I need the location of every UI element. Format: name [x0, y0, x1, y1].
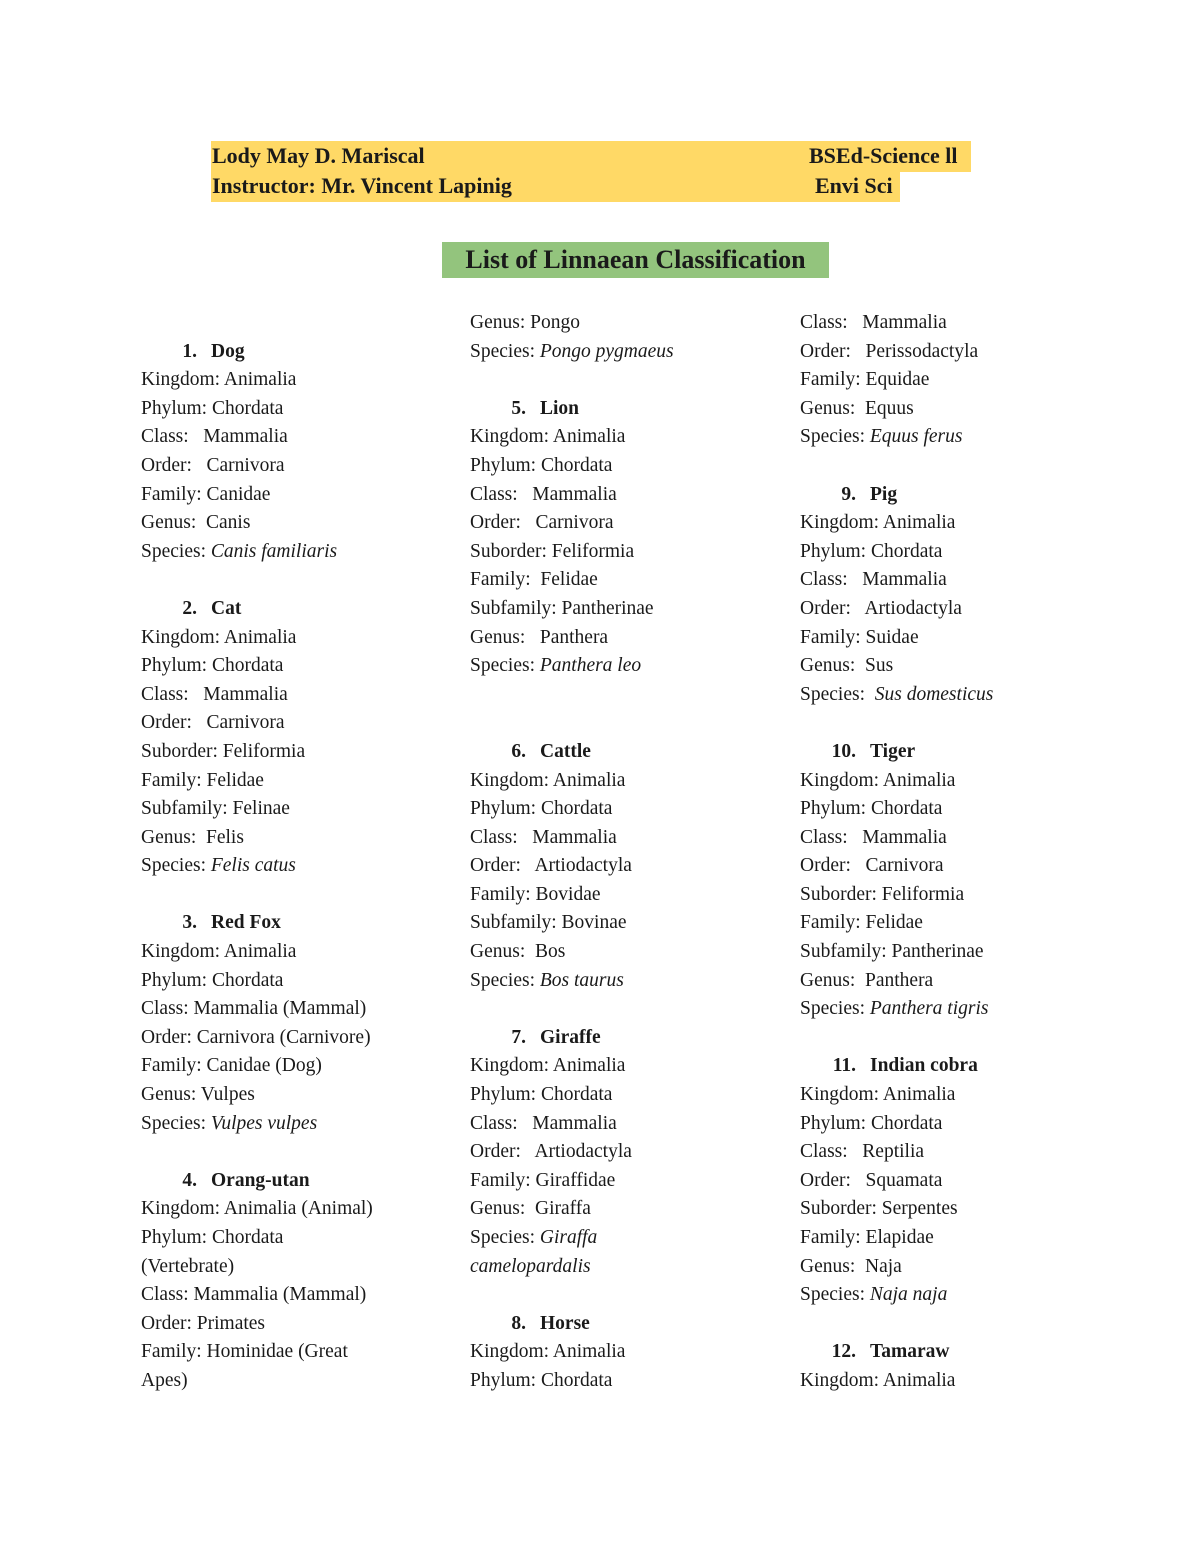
species-name: Sus domesticus	[874, 683, 994, 705]
taxon-line: Phylum: Chordata	[470, 798, 613, 820]
species-line	[470, 967, 674, 996]
taxon-line: Class: Reptilia	[800, 1141, 925, 1163]
taxon-line: Class: Mammalia	[800, 826, 947, 848]
taxon-line: Genus: Bos	[470, 941, 566, 963]
species-label: Species:	[800, 998, 870, 1020]
taxon-line: Genus: Naja	[800, 1255, 902, 1277]
student-name: Lody May D. Mariscal	[212, 143, 425, 168]
taxon-line: Phylum: Chordata	[470, 454, 613, 476]
taxon-line: Kingdom: Animalia	[141, 626, 297, 648]
taxon-line: Order: Carnivora	[800, 855, 944, 877]
taxon-line: Phylum: Chordata	[141, 969, 284, 991]
taxon-line: Order: Carnivora	[470, 512, 614, 534]
taxon-line: Kingdom: Animalia	[470, 426, 626, 448]
animal-number: 9.	[841, 483, 856, 505]
animal-number: 1.	[182, 340, 197, 362]
taxon-line: Genus: Vulpes	[141, 1084, 255, 1106]
species-label: Species:	[470, 340, 540, 362]
taxon-line: Phylum: Chordata	[141, 397, 284, 419]
animal-heading	[141, 909, 373, 938]
animal-number: 8.	[511, 1312, 526, 1334]
animal-heading	[800, 481, 993, 510]
taxon-line: Suborder: Feliformia	[470, 540, 635, 562]
taxon-line: Order: Squamata	[800, 1169, 943, 1191]
animal-heading	[470, 1024, 674, 1053]
animal-heading	[800, 1338, 993, 1367]
taxon-line: Phylum: Chordata	[800, 540, 943, 562]
taxon-line: Genus: Sus	[800, 655, 894, 677]
taxon-line: Genus: Panthera	[800, 969, 934, 991]
taxon-line: Kingdom: Animalia	[470, 769, 626, 791]
taxon-line: Phylum: Chordata	[141, 1227, 284, 1248]
animal-heading	[800, 738, 993, 767]
species-label: Species:	[470, 969, 540, 991]
animal-number: 7.	[511, 1026, 526, 1048]
species-name: Equus ferus	[869, 426, 963, 448]
species-line	[141, 852, 373, 881]
taxon-line: Kingdom: Animalia	[800, 512, 956, 534]
species-line	[141, 1110, 373, 1139]
taxon-line: Genus: Equus	[800, 397, 914, 419]
animal-name: Pig	[870, 483, 898, 505]
animal-number: 4.	[182, 1169, 197, 1191]
species-label: Species:	[800, 1284, 870, 1306]
taxon-line: Genus: Pongo	[470, 312, 580, 333]
animal-heading	[800, 1052, 993, 1081]
species-line	[800, 681, 993, 710]
animal-heading	[470, 1310, 674, 1339]
blank-line	[470, 995, 674, 1024]
animal-number: 5.	[511, 397, 526, 419]
animal-number: 11.	[832, 1055, 856, 1077]
taxon-line: Order: Primates	[141, 1312, 266, 1334]
taxon-line: Class: Mammalia	[800, 312, 947, 333]
animal-heading	[141, 595, 373, 624]
animal-name: Dog	[211, 340, 245, 362]
species-name: Naja naja	[869, 1284, 948, 1306]
taxon-line: Order: Artiodactyla	[800, 597, 962, 619]
taxon-line: (Vertebrate)	[141, 1255, 235, 1277]
species-name: Panthera tigris	[869, 998, 989, 1020]
animal-heading	[141, 338, 373, 367]
species-line	[470, 338, 674, 367]
taxon-line: Suborder: Serpentes	[800, 1198, 958, 1220]
species-line	[800, 1281, 993, 1310]
taxon-line: Kingdom: Animalia (Animal)	[141, 1198, 373, 1220]
species-label: Species:	[470, 1227, 540, 1248]
species-name: Giraffa	[539, 1227, 598, 1248]
animal-name: Orang-utan	[211, 1169, 310, 1191]
animal-number: 12.	[831, 1341, 856, 1363]
blank-line	[800, 1310, 993, 1339]
animal-heading	[470, 738, 674, 767]
taxon-line: Genus: Panthera	[470, 626, 609, 648]
taxon-line: Phylum: Chordata	[470, 1084, 613, 1106]
taxon-line: Kingdom: Animalia	[470, 1341, 626, 1363]
taxon-line: Phylum: Chordata	[470, 1369, 613, 1391]
animal-name: Cattle	[540, 740, 591, 762]
classification-column-3	[800, 309, 993, 1396]
taxon-line: Genus: Canis	[141, 512, 251, 534]
species-label: Species:	[800, 683, 875, 705]
taxon-line: Subfamily: Pantherinae	[800, 941, 984, 963]
taxon-line: Phylum: Chordata	[800, 798, 943, 820]
taxon-line: Family: Felidae	[800, 912, 923, 934]
animal-heading	[141, 1167, 373, 1196]
document-title: List of Linnaean Classification	[442, 242, 829, 278]
taxon-line: Phylum: Chordata	[141, 655, 284, 677]
animal-number: 6.	[511, 740, 526, 762]
taxon-line: Order: Perissodactyla	[800, 340, 979, 362]
blank-line	[470, 681, 674, 710]
taxon-line: Order: Carnivora	[141, 712, 285, 734]
species-name: Bos taurus	[539, 969, 624, 991]
taxon-line: Family: Canidae (Dog)	[141, 1055, 322, 1077]
taxon-line: Class: Mammalia	[141, 426, 288, 448]
animal-heading	[470, 395, 674, 424]
taxon-line: Family: Equidae	[800, 369, 930, 391]
species-label: Species:	[141, 855, 211, 877]
blank-line	[141, 881, 373, 910]
species-line	[470, 652, 674, 681]
taxon-line: Order: Artiodactyla	[470, 855, 632, 877]
blank-line	[470, 709, 674, 738]
species-label: Species:	[800, 426, 870, 448]
taxon-line: Genus: Felis	[141, 826, 244, 848]
species-name: Felis catus	[210, 855, 296, 877]
course-label: BSEd-Science ll	[809, 143, 958, 168]
taxon-line: Family: Felidae	[141, 769, 264, 791]
classification-column-1	[141, 309, 373, 1396]
blank-line	[141, 1138, 373, 1167]
animal-name: Indian cobra	[870, 1055, 978, 1077]
blank-line	[470, 366, 674, 395]
species-line	[800, 423, 993, 452]
taxon-line: Class: Mammalia	[470, 483, 617, 505]
species-name: camelopardalis	[470, 1255, 591, 1277]
taxon-line: Subfamily: Felinae	[141, 798, 290, 820]
blank-line	[141, 309, 373, 338]
taxon-line: Class: Mammalia	[800, 569, 947, 591]
taxon-line: Family: Elapidae	[800, 1227, 934, 1248]
taxon-line: Kingdom: Animalia	[470, 1055, 626, 1077]
species-line	[470, 1224, 674, 1253]
taxon-line: Family: Bovidae	[470, 883, 601, 905]
species-name: Pongo pygmaeus	[539, 340, 674, 362]
taxon-line: Kingdom: Animalia	[800, 1084, 956, 1106]
taxon-line: Order: Carnivora	[141, 454, 285, 476]
taxon-line: Subfamily: Pantherinae	[470, 597, 654, 619]
taxon-line: Order: Artiodactyla	[470, 1141, 632, 1163]
animal-number: 2.	[182, 597, 197, 619]
subject-label: Envi Sci	[815, 173, 893, 198]
taxon-line: Family: Hominidae (Great	[141, 1341, 348, 1363]
taxon-line: Order: Carnivora (Carnivore)	[141, 1026, 371, 1048]
instructor-label: Instructor: Mr. Vincent Lapinig	[212, 173, 512, 198]
taxon-line: Class: Mammalia (Mammal)	[141, 1284, 367, 1306]
species-label: Species:	[470, 655, 540, 677]
animal-number: 10.	[831, 740, 856, 762]
species-line	[141, 538, 373, 567]
animal-name: Red Fox	[211, 912, 281, 934]
taxon-line: Family: Giraffidae	[470, 1169, 616, 1191]
taxon-line: Family: Felidae	[470, 569, 598, 591]
taxon-line: Kingdom: Animalia	[800, 1369, 956, 1391]
taxon-line: Kingdom: Animalia	[800, 769, 956, 791]
taxon-line: Phylum: Chordata	[800, 1112, 943, 1134]
taxon-line: Subfamily: Bovinae	[470, 912, 627, 934]
taxon-line: Kingdom: Animalia	[141, 941, 297, 963]
taxon-line: Genus: Giraffa	[470, 1198, 591, 1220]
blank-line	[800, 452, 993, 481]
blank-line	[800, 709, 993, 738]
taxon-line: Kingdom: Animalia	[141, 369, 297, 391]
taxon-line: Family: Canidae	[141, 483, 271, 505]
classification-column-2	[470, 309, 674, 1396]
species-name: Canis familiaris	[210, 540, 338, 562]
species-label: Species:	[141, 1112, 211, 1134]
blank-line	[800, 1024, 993, 1053]
animal-name: Lion	[540, 397, 580, 419]
animal-name: Giraffe	[540, 1026, 601, 1048]
animal-name: Cat	[211, 597, 242, 619]
taxon-line: Apes)	[141, 1369, 188, 1391]
taxon-line: Class: Mammalia	[141, 683, 288, 705]
taxon-line: Class: Mammalia (Mammal)	[141, 998, 367, 1020]
taxon-line: Class: Mammalia	[470, 1112, 617, 1134]
species-name-continued	[470, 1253, 674, 1282]
taxon-line: Class: Mammalia	[470, 826, 617, 848]
blank-line	[470, 1281, 674, 1310]
taxon-line: Suborder: Feliformia	[800, 883, 965, 905]
species-line	[800, 995, 993, 1024]
animal-name: Tiger	[870, 740, 916, 762]
species-name: Panthera leo	[539, 655, 642, 677]
animal-number: 3.	[182, 912, 197, 934]
animal-name: Tamaraw	[870, 1341, 950, 1363]
species-label: Species:	[141, 540, 211, 562]
animal-name: Horse	[540, 1312, 590, 1334]
taxon-line: Family: Suidae	[800, 626, 919, 648]
taxon-line: Suborder: Feliformia	[141, 740, 306, 762]
blank-line	[141, 566, 373, 595]
species-name: Vulpes vulpes	[210, 1112, 318, 1134]
